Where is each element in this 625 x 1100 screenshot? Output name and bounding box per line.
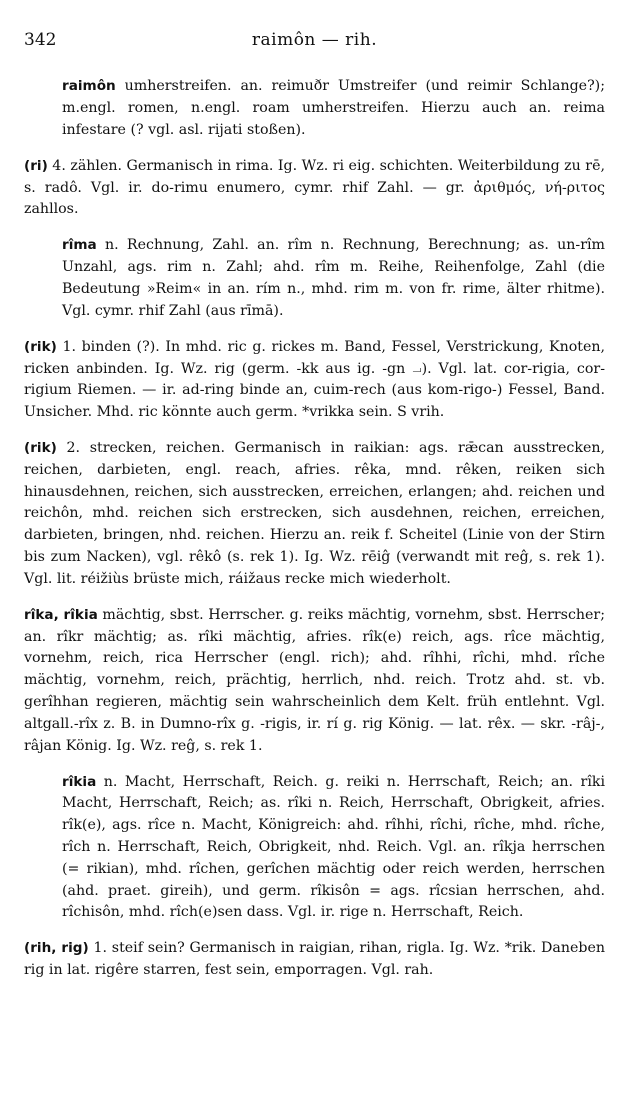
entry-text: 4. zählen. Germanisch in rima. Ig. Wz. ri eig. schichten. Weiterbildung zu rē, s. radô. Vgl. ir. do-rimu enumero, cymr. rhif Zahl. — gr. ἀριθμός, νή-ριτος zahllos. [24,157,605,218]
entry-rik-2 [24,438,605,591]
entry-headword: (rih, rig) [24,940,89,957]
entry-rih-rig [24,938,605,982]
entry-headword: rîka, rîkia [24,606,98,623]
entry-headword: (ri) [24,157,48,174]
entry-text: 1. binden (?). In mhd. ric g. rickes m. Band, Fessel, Verstrickung, Knoten, ricken anbinden. Ig. Wz. rig (germ. -kk aus ig. -gn ⏗). Vgl. lat. cor-rigia, cor-rigium Riemen. — ir. ad-ring binde an, cuim-rech (aus kom-rigo-) Fessel, Band. Unsicher. Mhd. ric könnte auch germ. *vrikka sein. S vrih. [24,338,605,421]
entry-text: umherstreifen. an. reimuðr Umstreifer (und reimir Schlange?); m.engl. romen, n.engl. roam umherstreifen. Hierzu auch an. reima infestare (? vgl. asl. rijati stoßen). [62,78,605,138]
entry-headword: raimôn [62,78,116,95]
entry-text: 1. steif sein? Germanisch in raigian, rihan, rigla. Ig. Wz. *rik. Daneben rig in lat. rigêre starren, fest sein, emporragen. Vgl. rah. [24,940,605,979]
running-head: raimôn — rih. [251,30,378,50]
entry-rik-1 [24,337,605,424]
entry-headword: (rik) [24,440,57,457]
page-number: 342 [24,30,57,50]
entry-ri-4 [24,156,605,221]
entry-headword: rîkia [62,773,97,790]
entry-headword: (rik) [24,338,57,355]
entry-text: 2. strecken, reichen. Germanisch in raikian: ags. rǣcan ausstrecken, reichen, darbieten, engl. reach, afries. rêka, mnd. rêken, reiken sich hinausdehnen, reichen, sich ausstrecken, erreichen, erlangen; ahd. reichen und reichôn, mhd. reichen sich erstrecken, sich ausdehnen, reichen, erreichen, darbieten, bringen, nhd. reichen. Hierzu an. reik f. Scheitel (Linie von der Stirn bis zum Nacken), vgl. rêkô (s. rek 1). Ig. Wz. rēiĝ (verwandt mit reĝ, s. rek 1). Vgl. lit. réižiùs brüste mich, ráižaus recke mich wiederholt. [24,440,605,587]
entry-headword: rîma [62,237,97,254]
entry-text: mächtig, sbst. Herrscher. g. reiks mächtig, vornehm, sbst. Herrscher; an. rîkr mächtig; as. rîki mächtig, afries. rîk(e) reich, ags. rîce mächtig, vornehm, reich, rica Herrscher (engl. rich); ahd. rîhhi, rîchi, mhd. rîche mächtig, vornehm, reich, prächtig, herrlich, nhd. reich. Trotz ahd. st. vb. gerîhhan regieren, mächtig sein wahrscheinlich dem Kelt. früh entlehnt. Vgl. altgall.-rîx z. B. in Dumno-rîx g. -rigis, ir. rí g. rig König. — lat. rêx. — skr. -râj-, râjan König. Ig. Wz. reĝ, s. rek 1. [24,606,605,754]
entry-rika [24,605,605,758]
entry-text: n. Rechnung, Zahl. an. rîm n. Rechnung, Berechnung; as. un-rîm Unzahl, ags. rim n. Zahl; ahd. rîm m. Reihe, Reihenfolge, Zahl (die Bedeutung »Reim« in an. rím n., mhd. rim m. von fr. rime, älter rhitme). Vgl. cymr. rhif Zahl (aus rīmā). [62,237,605,319]
entry-text: n. Macht, Herrschaft, Reich. g. reiki n. Herrschaft, Reich; an. rîki Macht, Herrschaft, Reich; as. rîki n. Reich, Herrschaft, Obrigkeit, afries. rîk(e), ags. rîce n. Macht, Königreich: ahd. rîhhi, rîchi, rîche, mhd. rîche, rîch n. Herrschaft, Reich, Obrigkeit, nhd. Reich. Vgl. an. rîkja herrschen (= rikian), mhd. rîchen, gerîchen mächtig oder reich werden, herrschen (ahd. praet. gireih), und germ. rîkisôn = ags. rîcsian herrschen, ahd. rîchisôn, mhd. rîch(e)sen dass. Vgl. ir. rige n. Herrschaft, Reich. [62,773,605,921]
entry-raimon [24,76,605,141]
page-header [24,22,605,62]
entry-rima [24,235,605,322]
entry-rikia [24,772,605,925]
